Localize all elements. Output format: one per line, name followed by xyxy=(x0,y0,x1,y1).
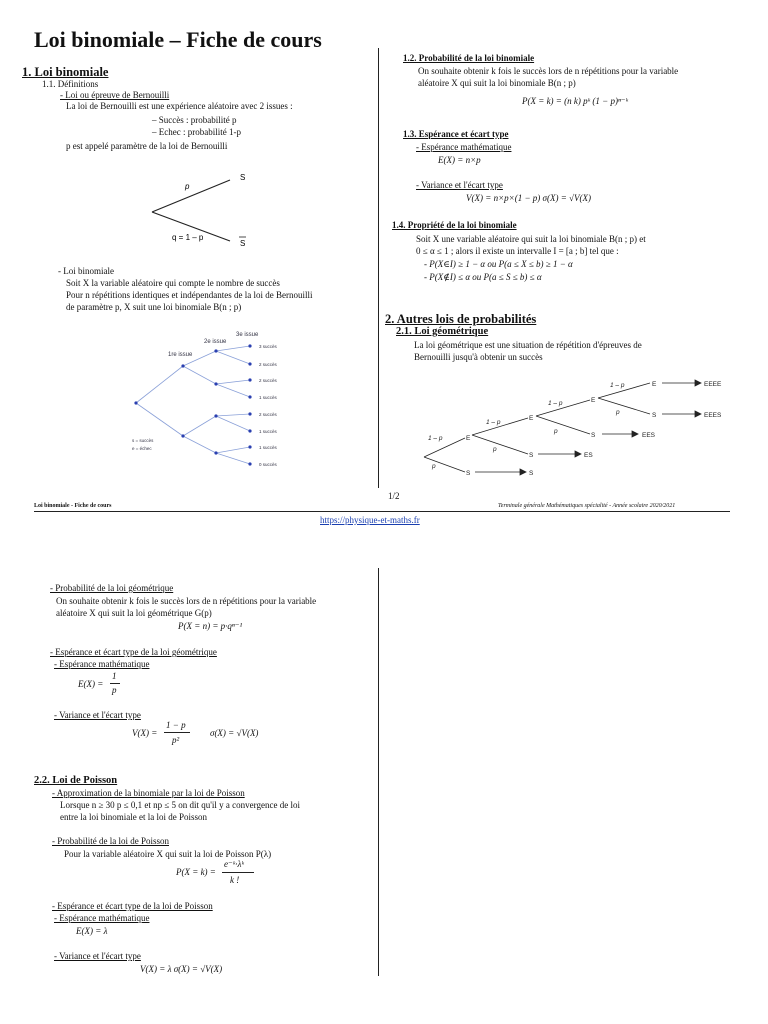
tree2-legend-fail: e = échec xyxy=(132,446,152,451)
tree2-leaf-3: 2 succès xyxy=(259,378,277,383)
geo-esp-fraction-bar xyxy=(110,683,120,684)
tree2-leaf-7: 1 succès xyxy=(259,445,277,450)
poisson-prob-fraction-bar xyxy=(222,872,254,873)
s13-expectation-heading: - Espérance mathématique xyxy=(416,142,512,152)
tree1-fail-label: S xyxy=(240,239,246,248)
tree2-leaf-5: 2 succès xyxy=(259,412,277,417)
geo-esp-heading: - Espérance et écart type de la loi géométrique xyxy=(50,647,217,657)
tree1-success-label: S xyxy=(240,173,246,182)
geo-var-fraction-bar xyxy=(164,732,190,733)
geo-prob-line-1: On souhaite obtenir k fois le succès lors de n répétitions pour la variable xyxy=(56,596,317,606)
bernouilli-param: p est appelé paramètre de la loi de Bernouilli xyxy=(66,141,228,151)
footer-right: Terminale générale Mathématiques spécialité - Année scolaire 2020/2021 xyxy=(498,503,676,509)
bernouilli-line: La loi de Bernouilli est une expérience aléatoire avec 2 issues : xyxy=(66,101,293,111)
geo-esp-numerator: 1 xyxy=(112,671,117,681)
geo-esp-subheading: - Espérance mathématique xyxy=(54,659,150,669)
tree3-node-E2: E xyxy=(529,415,534,422)
section-2-heading: 2. Autres lois de probabilités xyxy=(385,312,537,326)
s12-line-1: On souhaite obtenir k fois le succès lors de n répétitions pour la variable xyxy=(418,66,679,76)
poisson-prob-line: Pour la variable aléatoire X qui suit la loi de Poisson P(λ) xyxy=(64,849,272,859)
bernouilli-tree-diagram xyxy=(140,165,260,255)
tree2-level-1-label: 1re issue xyxy=(168,352,193,358)
tree3-node-E4: E xyxy=(652,381,657,388)
site-link[interactable]: https://physique-et-maths.fr xyxy=(320,515,420,525)
geo-esp-denominator: p xyxy=(112,685,117,695)
tree3-node-S4: S xyxy=(652,412,657,419)
tree3-label-p-b: p xyxy=(493,446,497,453)
poisson-esp-subheading: - Espérance mathématique xyxy=(54,913,150,923)
tree2-leaf-labels xyxy=(259,344,278,467)
geo-var-heading: - Variance et l'écart type xyxy=(54,710,141,720)
geometric-tree-diagram xyxy=(420,372,740,482)
subsection-1-1: 1.1. Définitions xyxy=(42,79,99,89)
subsection-1-4: 1.4. Propriété de la loi binomiale xyxy=(392,220,517,230)
poisson-approx-line-2: entre la loi binomiale et la loi de Poisson xyxy=(60,812,207,822)
subsection-1-3: 1.3. Espérance et écart type xyxy=(403,129,509,139)
s14-line-3: - P(X∈I) ≥ 1 − α ou P(a ≤ X ≤ b) ≥ 1 − α xyxy=(424,259,573,269)
geo-prob-heading: - Probabilité de la loi géométrique xyxy=(50,583,174,593)
tree2-level-3-label: 3e issue xyxy=(236,332,259,338)
column-divider-2 xyxy=(378,568,379,976)
tree3-outcome-EES: EES xyxy=(642,432,656,439)
tree2-leaf-6: 1 succès xyxy=(259,429,277,434)
bernouilli-fail: – Echec : probabilité 1-p xyxy=(152,127,241,137)
s12-line-2: aléatoire X qui suit la loi binomiale B(n ; p) xyxy=(418,78,576,88)
subsection-2-2: 2.2. Loi de Poisson xyxy=(34,775,118,786)
page-title: Loi binomiale – Fiche de cours xyxy=(34,27,322,52)
poisson-prob-denominator: k ! xyxy=(230,875,240,885)
tree3-node-S2: S xyxy=(529,452,534,459)
binomial-line-1: Soit X la variable aléatoire qui compte le nombre de succès xyxy=(66,278,280,288)
poisson-approx-heading: - Approximation de la binomiale par la loi de Poisson xyxy=(52,788,245,798)
tree3-label-p-c: p xyxy=(554,428,558,435)
tree3-node-S3: S xyxy=(591,432,596,439)
section-1-heading: 1. Loi binomiale xyxy=(22,65,109,79)
geo-var-numerator: 1 − p xyxy=(166,720,186,730)
tree2-leaf-2: 2 succès xyxy=(259,362,277,367)
s21-line-2: Bernouilli jusqu'à obtenir un succès xyxy=(414,352,543,362)
tree3-label-1mp-b: 1 – p xyxy=(486,419,501,426)
footer-rule xyxy=(34,511,730,512)
geo-var-denominator: p² xyxy=(172,735,180,745)
geo-prob-formula: P(X = n) = p·qⁿ⁻¹ xyxy=(178,621,243,631)
tree2-legend-success: s = succès xyxy=(132,438,154,443)
binomial-line-2: Pour n répétitions identiques et indépendantes de la loi de Bernouilli xyxy=(66,290,313,300)
footer-left: Loi binomiale - Fiche de cours xyxy=(34,503,112,509)
geo-var-left: V(X) = xyxy=(132,728,158,738)
subsection-1-2: 1.2. Probabilité de la loi binomiale xyxy=(403,53,535,63)
page-number: 1/2 xyxy=(388,491,400,501)
bernouilli-success: – Succès : probabilité p xyxy=(152,115,237,125)
binomial-line-3: de paramètre p, X suit une loi binomiale B(n ; p) xyxy=(66,302,242,312)
tree2-level-2-label: 2e issue xyxy=(204,339,227,345)
tree2-leaf-1: 3 succès xyxy=(259,344,277,349)
poisson-var-heading: - Variance et l'écart type xyxy=(54,951,141,961)
tree3-label-p-a: p xyxy=(432,463,436,470)
s21-line-1: La loi géométrique est une situation de répétition d'épreuves de xyxy=(414,340,642,350)
binomial-probability-formula: P(X = k) = (n k) pᵏ (1 − p)ⁿ⁻ᵏ xyxy=(522,96,629,106)
tree3-outcome-S: S xyxy=(529,470,534,477)
poisson-prob-numerator: e⁻ᵏ·λᵏ xyxy=(224,859,244,869)
s13-expectation-formula: E(X) = n×p xyxy=(438,155,481,165)
column-divider xyxy=(378,48,379,488)
tree2-leaf-8: 0 succès xyxy=(259,462,277,467)
binomial-tree-diagram xyxy=(128,328,328,473)
tree1-p-label: p xyxy=(185,182,190,191)
poisson-var-formula: V(X) = λ σ(X) = √V(X) xyxy=(140,964,223,974)
poisson-prob-left: P(X = k) = xyxy=(176,867,216,877)
geo-esp-left: E(X) = xyxy=(78,679,104,689)
tree3-outcome-EEEE: EEEE xyxy=(704,381,722,388)
s14-line-1: Soit X une variable aléatoire qui suit la loi binomiale B(n ; p) et xyxy=(416,234,646,244)
tree3-label-1mp-c: 1 – p xyxy=(548,400,563,407)
geo-prob-line-2: aléatoire X qui suit la loi géométrique G(p) xyxy=(56,608,212,618)
tree3-label-1mp-a: 1 – p xyxy=(428,435,443,442)
poisson-prob-heading: - Probabilité de la loi de Poisson xyxy=(52,836,169,846)
tree3-outcome-ES: ES xyxy=(584,452,593,459)
poisson-esp-heading: - Espérance et écart type de la loi de Poisson xyxy=(52,901,213,911)
tree3-node-S1: S xyxy=(466,470,471,477)
binomial-heading: - Loi binomiale xyxy=(58,266,114,276)
s14-line-4: - P(X∉I) ≤ α ou P(a ≤ S ≤ b) ≤ α xyxy=(424,272,542,282)
tree3-node-E3: E xyxy=(591,397,596,404)
tree2-leaf-4: 1 succès xyxy=(259,395,277,400)
s13-variance-heading: - Variance et l'écart type xyxy=(416,180,503,190)
bernouilli-heading: - Loi ou épreuve de Bernouilli xyxy=(60,90,170,100)
poisson-approx-line-1: Lorsque n ≥ 30 p ≤ 0,1 et np ≤ 5 on dit qu'il y a convergence de loi xyxy=(60,800,300,810)
tree3-label-p-d: p xyxy=(616,409,620,416)
poisson-esp-formula: E(X) = λ xyxy=(76,926,108,936)
s14-line-2: 0 ≤ α ≤ 1 ; alors il existe un intervalle I = [a ; b] tel que : xyxy=(416,246,619,256)
tree1-q-label: q = 1 – p xyxy=(172,233,204,242)
tree3-node-E1: E xyxy=(466,435,471,442)
tree3-outcome-EEES: EEES xyxy=(704,412,722,419)
subsection-2-1: 2.1. Loi géométrique xyxy=(396,326,489,337)
s13-variance-formula: V(X) = n×p×(1 − p) σ(X) = √V(X) xyxy=(466,193,591,203)
tree3-label-1mp-d: 1 – p xyxy=(610,382,625,389)
geo-sigma-formula: σ(X) = √V(X) xyxy=(210,728,259,738)
